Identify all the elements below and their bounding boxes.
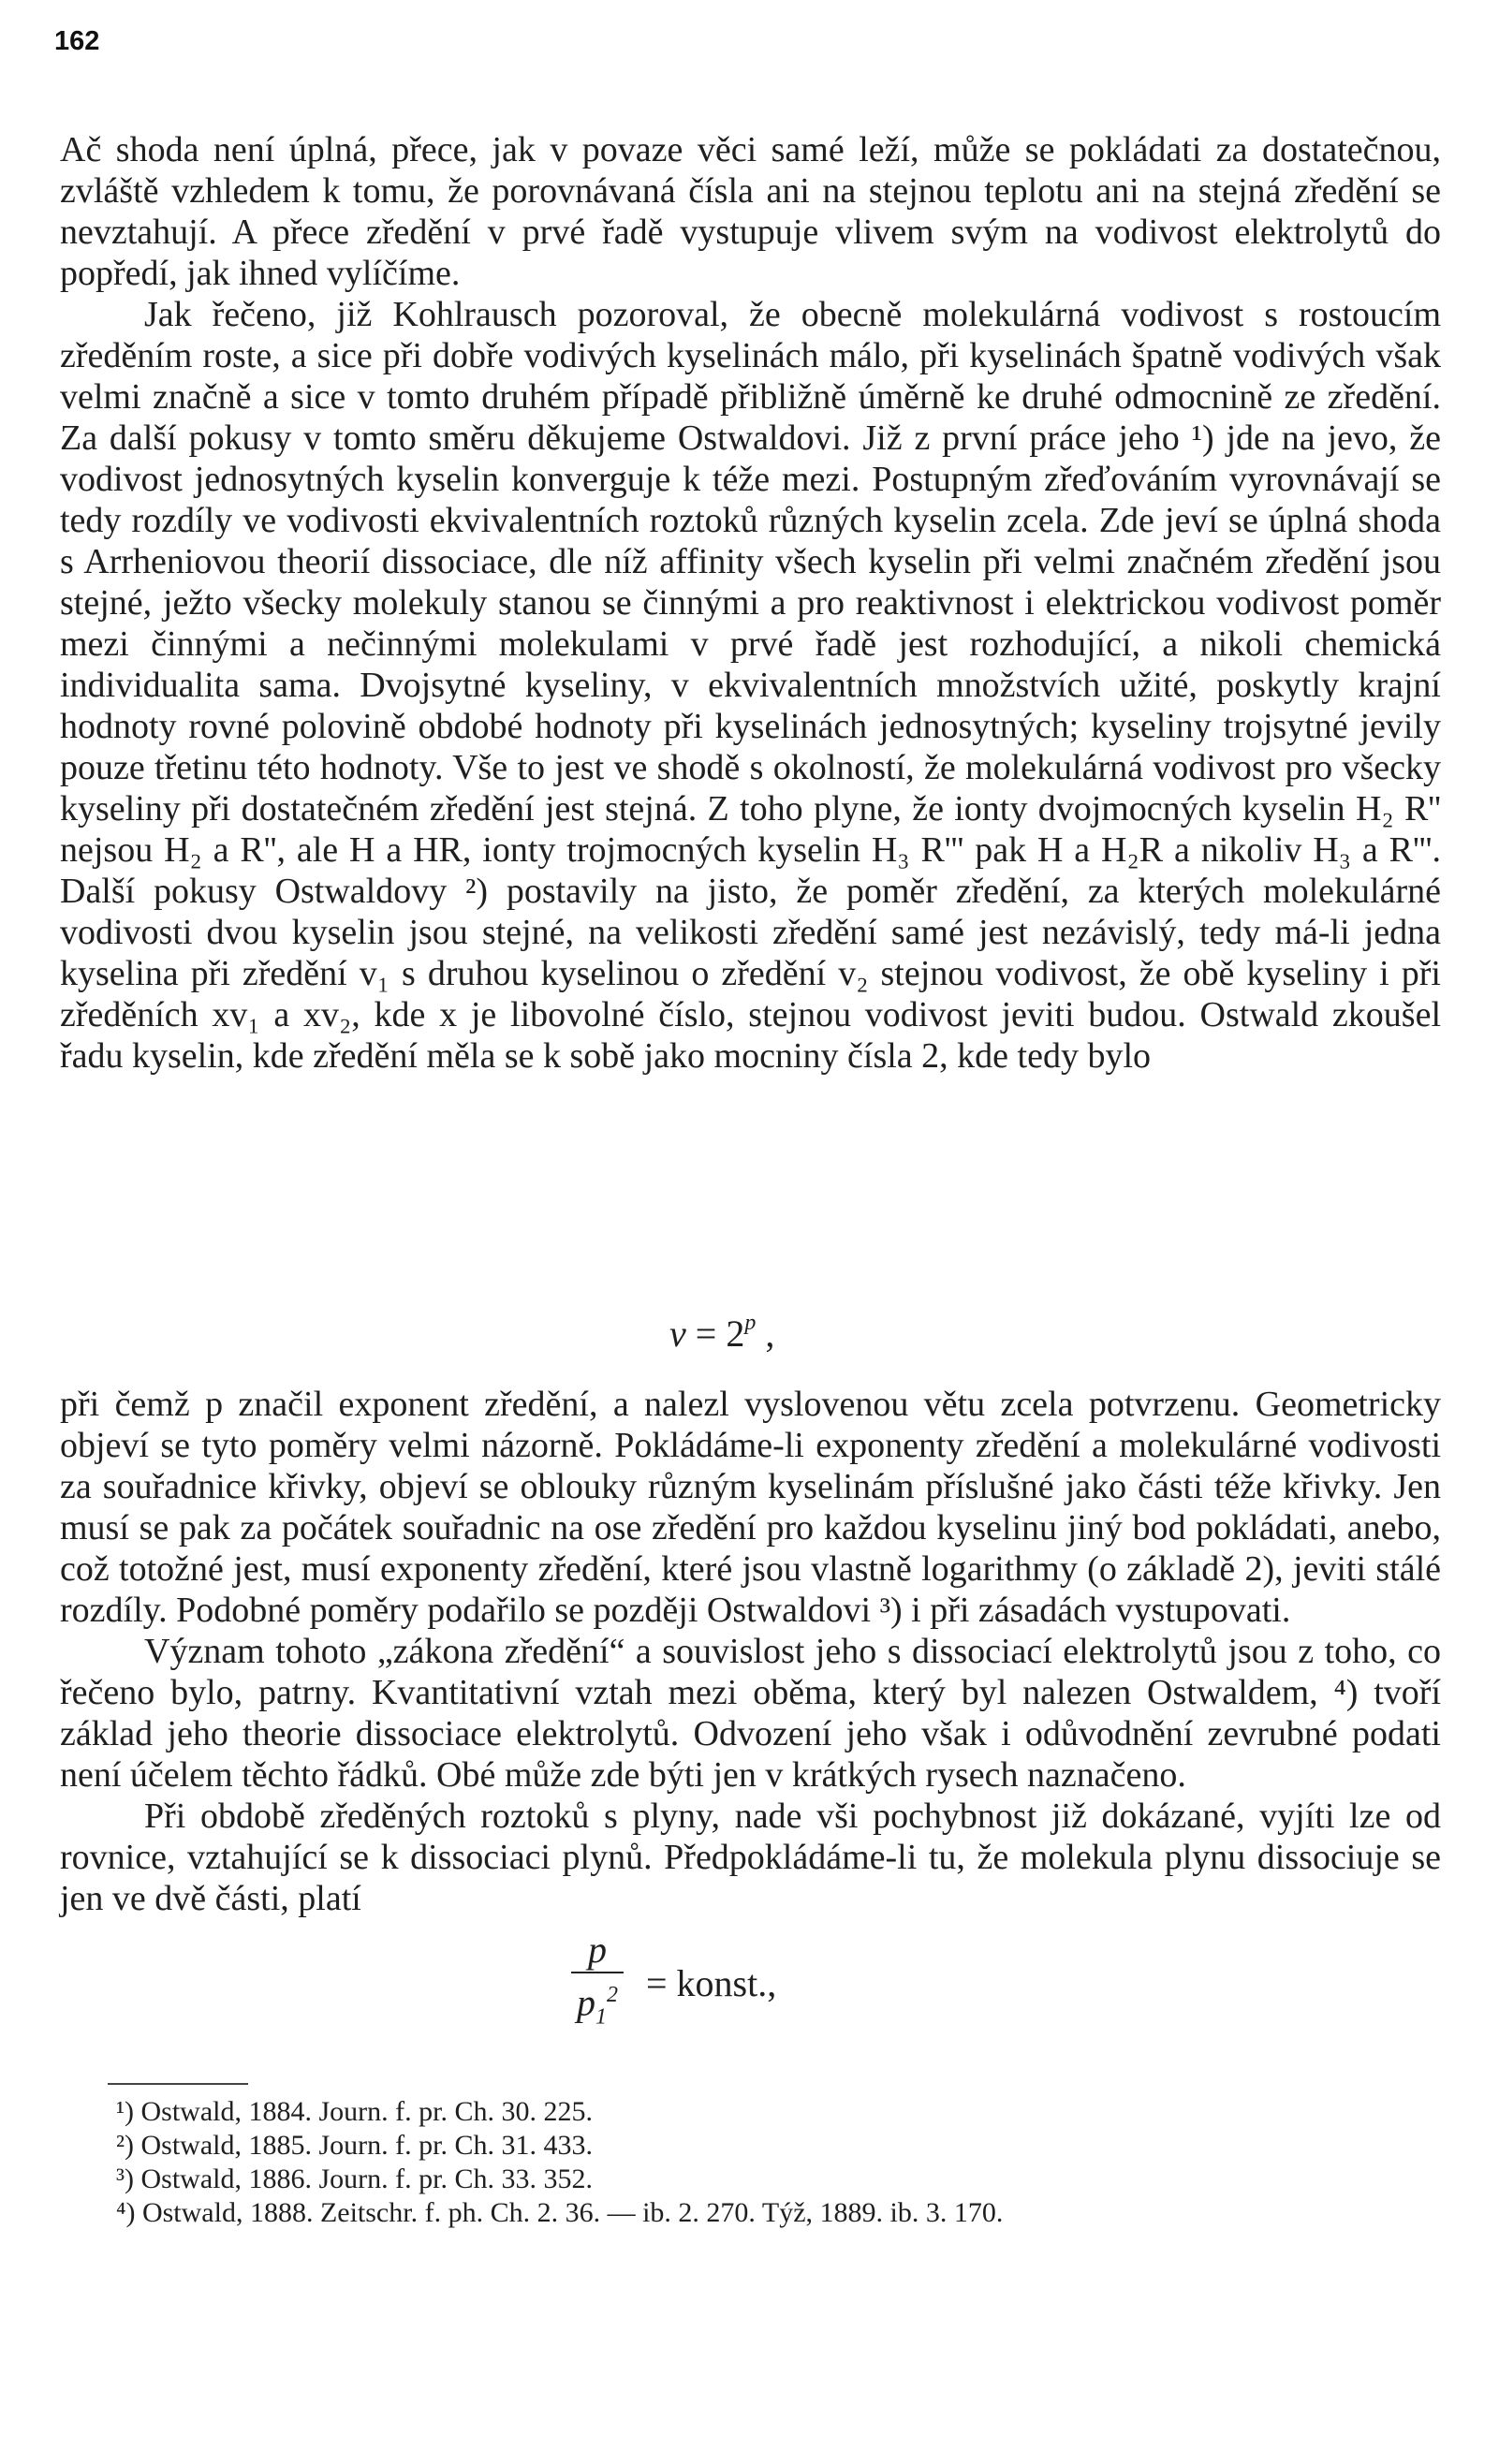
footnote-3: ³) Ostwald, 1886. Journ. f. pr. Ch. 33. 352. — [116, 2163, 593, 2194]
eq1-exponent: p — [744, 1311, 757, 1335]
eq1-operator: = — [695, 1313, 717, 1355]
footnotes — [116, 2095, 1446, 2230]
paragraph-2: Jak řečeno, již Kohlrausch pozoroval, že obecně molekulárná vodivost s rostoucím zředěním roste, a sice při dobře vodivých kyselinách málo, při kyselinách špatně vodivých však velmi značně a sice v tomto druhém případě přibližně úměrně ke druhé odmocnině ze zředění. Za další pokusy v tomto směru děkujeme Ostwaldovi. Již z první práce jeho ¹) jde na jevo, že vodivost jednosytných kyselin konverguje k téže mezi. Postupným zřeďováním vyrovnávají se tedy rozdíly ve vodivosti ekvivalentních roztoků různých kyselin zcela. Zde jeví se úplná shoda s Arrheniovou theorií dissociace, dle níž affinity všech kyselin při velmi značném zředění jsou stejné, ježto všecky molekuly stanou se činnými a pro reaktivnost i elektrickou vodivost poměr mezi činnými a nečinnými molekulami v prvé řadě jest rozhodující, a nikoli chemická individualita sama. Dvojsytné kyseliny, v ekvivalentních množstvích užité, poskytly krajní hodnoty rovné polovině obdobé hodnoty při kyselinách jednosytných; kyseliny trojsytné jevily pouze třetinu této hodnoty. Vše to jest ve shodě s okolností, že molekulárná vodivost pro všecky kyseliny při dostatečném zředění jest stejná. Z toho plyne, že ionty dvojmocných kyselin H₂ R'' nejsou H₂ a R'', ale H a HR, ionty trojmocných kyselin H₃ R''' pak H a H₂R a nikoliv H₃ a R'''. Další pokusy Ostwaldovy ²) postavily na jisto, že poměr zředění, za kterých molekulárné vodivosti dvou kyselin jsou stejné, na velikosti zředění samé jest nezávislý, tedy má-li jedna kyselina při zředění v₁ s druhou kyselinou o zředění v₂ stejnou vodivost, že obě kyseliny i při zředěních xv₁ a xv₂, kde x je libovolné číslo, stejnou vodivost jeviti budou. Ostwald zkoušel řadu kyselin, kde zředění měla se k sobě jako mocniny čísla 2, kde tedy bylo — [60, 295, 1441, 1076]
eq1-comma: , — [765, 1313, 775, 1355]
main-text — [60, 129, 1441, 1077]
eq2-rhs: = konst., — [646, 1962, 777, 2005]
footnote-2: ²) Ostwald, 1885. Journ. f. pr. Ch. 31. 433. — [116, 2130, 593, 2161]
footnote-4: ⁴) Ostwald, 1888. Zeitschr. f. ph. Ch. 2. 36. — ib. 2. 270. Týž, 1889. ib. 3. 170. — [116, 2197, 1004, 2228]
eq1-lhs: v — [669, 1313, 686, 1355]
main-text-continued — [60, 1384, 1441, 1919]
page-number: 162 — [54, 26, 100, 56]
paragraph-4: Význam tohoto „zákona zředění“ a souvislost jeho s dissociací elektrolytů jsou z toho, co řečeno bylo, patrny. Kvantitativní vztah mezi oběma, který byl nalezen Ostwaldem, ⁴) tvoří základ jeho theorie dissociace elektrolytů. Odvození jeho však i odůvodnění zevrubné podati není účelem těchto řádků. Obé může zde býti jen v krátkých rysech naznačeno. — [60, 1632, 1441, 1795]
eq2-denominator: $p_1^2$ — [577, 1981, 618, 2030]
paragraph-1: Ač shoda není úplná, přece, jak v povaze věci samé leží, může se pokládati za dostatečnou, zvláště vzhledem k tomu, že porovnávaná čísla ani na stejnou teplotu ani na stejná zředění se nevztahují. A přece zředění v prvé řadě vystupuje vlivem svým na vodivost elektrolytů do popředí, jak ihned vylíčíme. — [60, 130, 1441, 293]
footnote-1: ¹) Ostwald, 1884. Journ. f. pr. Ch. 30. 225. — [116, 2096, 593, 2127]
footnote-separator — [108, 2083, 248, 2085]
eq1-base: 2 — [726, 1313, 745, 1355]
eq2-fraction — [571, 1929, 624, 2038]
paragraph-5: Při obdobě zředěných roztoků s plyny, nade vši pochybnost již dokázané, vyjíti lze od rovnice, vztahující se k dissociaci plynů. Předpokládáme-li tu, že molekula plynu dissociuje se jen ve dvě části, platí — [60, 1797, 1441, 1918]
eq2-numerator: p — [571, 1929, 624, 1973]
equation-gas-dissociation — [571, 1929, 776, 2038]
paragraph-3: při čemž p značil exponent zředění, a nalezl vyslovenou větu zcela potvrzenu. Geometricky objeví se tyto poměry velmi názorně. Pokládáme-li exponenty zředění a molekulárné vodivosti za souřadnice křivky, objeví se oblouky různým kyselinám příslušné jako části téže křivky. Jen musí se pak za počátek souřadnic na ose zředění pro každou kyselinu jiný bod pokládati, anebo, což totožné jest, musí exponenty zředění, které jsou vlastně logarithmy (o základě 2), jeviti stálé rozdíly. Podobné poměry podařilo se později Ostwaldovi ³) i při zásadách vystupovati. — [60, 1385, 1441, 1630]
